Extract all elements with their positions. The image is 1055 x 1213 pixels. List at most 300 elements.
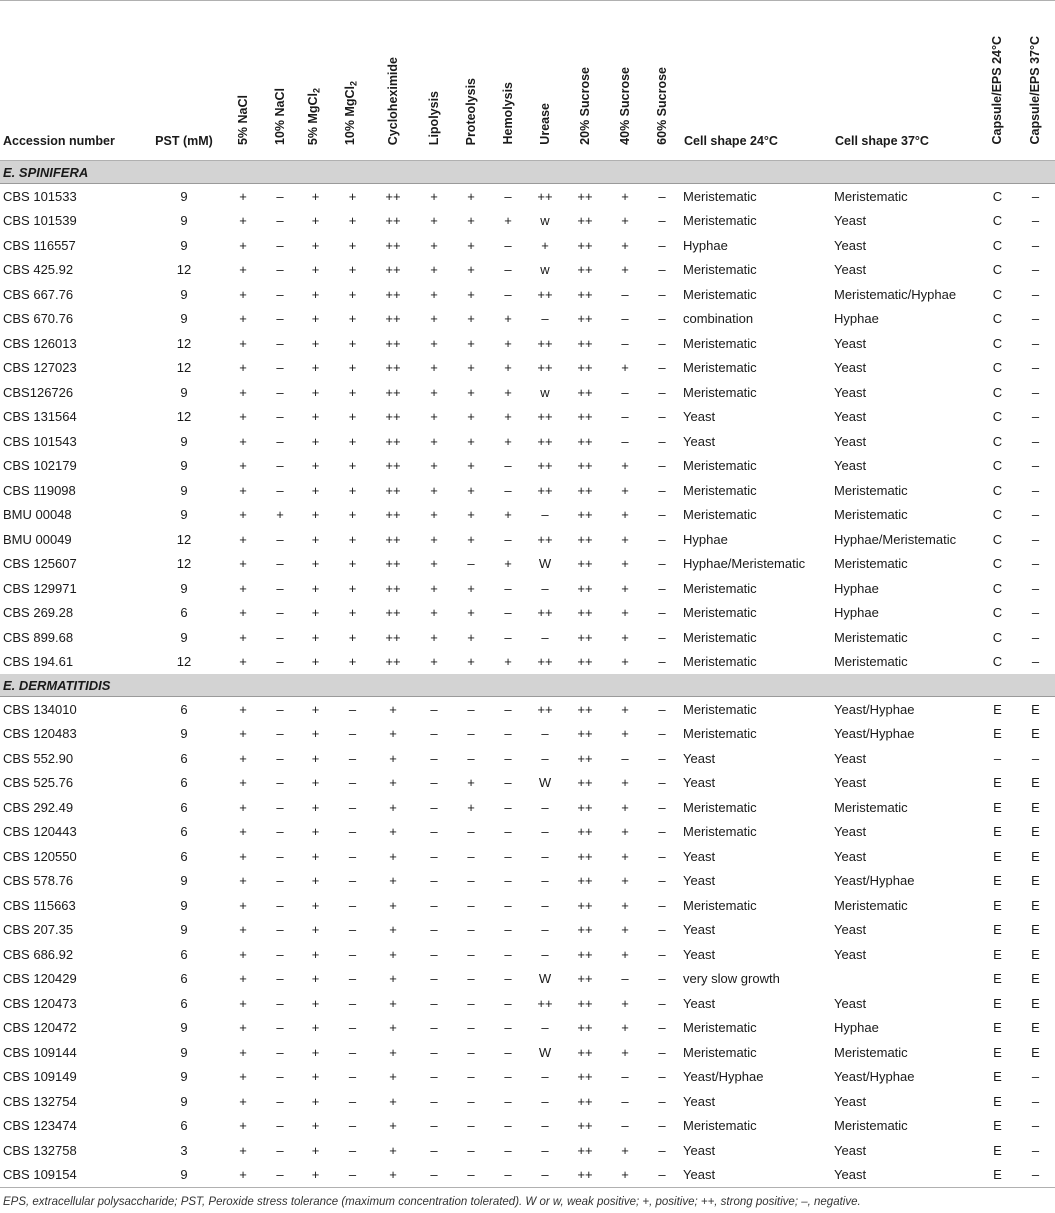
table-cell: + — [621, 458, 629, 474]
table-cell: + — [311, 701, 320, 717]
table-cell: – — [541, 922, 549, 938]
table-cell: ++ — [385, 629, 401, 645]
table-cell: Meristematic — [834, 654, 908, 670]
table-cell: + — [311, 605, 320, 621]
table-cell: Yeast — [834, 213, 867, 229]
table-cell: – — [276, 458, 284, 474]
table-cell: – — [276, 1044, 284, 1060]
table-cell: + — [239, 922, 247, 938]
table-cell: – — [348, 1020, 357, 1036]
table-cell: + — [467, 286, 475, 302]
table-cell: – — [430, 1142, 438, 1158]
table-cell: + — [311, 848, 320, 864]
table-row — [0, 1138, 1055, 1163]
table-cell: + — [621, 1044, 629, 1060]
table-cell: – — [276, 311, 284, 327]
table-cell: + — [430, 262, 438, 278]
table-cell: Meristematic — [683, 1044, 757, 1060]
table-cell: – — [658, 262, 666, 278]
table-cell: – — [1031, 629, 1040, 645]
table-cell: – — [430, 873, 438, 889]
table-cell: + — [467, 335, 475, 351]
table-cell: + — [621, 897, 629, 913]
table-cell: + — [311, 654, 320, 670]
table-cell: – — [658, 433, 666, 449]
accession-cell: CBS 109154 — [0, 1163, 145, 1188]
table-cell: + — [621, 531, 629, 547]
table-cell: – — [658, 775, 666, 791]
table-cell: E — [993, 799, 1002, 815]
table-cell: ++ — [385, 384, 401, 400]
table-cell: + — [311, 507, 320, 523]
table-cell: + — [239, 775, 247, 791]
table-cell: – — [348, 1044, 357, 1060]
table-cell: – — [276, 433, 284, 449]
table-cell: – — [1031, 1093, 1040, 1109]
table-cell: – — [621, 750, 629, 766]
table-cell: + — [348, 629, 357, 645]
accession-cell: CBS 670.76 — [3, 311, 74, 327]
table-cell: + — [467, 360, 475, 376]
accession-cell: CBS 109144 — [3, 1044, 77, 1060]
table-cell: – — [348, 922, 357, 938]
table-cell: – — [658, 311, 666, 327]
table-cell: 6 — [180, 605, 188, 621]
table-cell: Meristematic — [683, 1118, 757, 1134]
table-cell: + — [239, 848, 247, 864]
table-cell: ++ — [385, 335, 401, 351]
table-cell: + — [389, 971, 397, 987]
table-cell: ++ — [577, 1142, 593, 1158]
accession-cell: CBS 899.68 — [3, 629, 74, 645]
table-cell: ++ — [577, 507, 593, 523]
table-row — [0, 503, 1055, 528]
table-cell: ++ — [385, 605, 401, 621]
table-cell: E — [993, 1069, 1002, 1085]
table-cell: – — [276, 482, 284, 498]
table-cell: 9 — [180, 629, 188, 645]
table-cell: E — [1031, 922, 1040, 938]
table-cell: – — [276, 750, 284, 766]
table-cell: + — [239, 237, 247, 253]
accession-cell: CBS 101533 — [3, 188, 77, 204]
table-cell: + — [348, 654, 357, 670]
table-cell: – — [467, 897, 475, 913]
table-cell: ++ — [385, 286, 401, 302]
table-cell: – — [658, 799, 666, 815]
table-cell: + — [239, 629, 247, 645]
table-cell: E — [979, 1163, 1016, 1188]
table-cell: ++ — [577, 580, 593, 596]
accession-cell: CBS 686.92 — [3, 946, 74, 962]
table-cell: + — [430, 213, 438, 229]
accession-cell: CBS 101539 — [3, 213, 77, 229]
table-cell: ++ — [577, 873, 593, 889]
table-cell: + — [348, 507, 357, 523]
table-cell: ++ — [577, 750, 593, 766]
table-cell: E — [993, 897, 1002, 913]
table-cell: + — [467, 213, 475, 229]
table-cell: + — [621, 507, 629, 523]
table-cell: – — [467, 1020, 475, 1036]
table-cell: – — [658, 629, 666, 645]
table-cell: + — [276, 507, 284, 523]
table-cell: + — [430, 531, 438, 547]
table-cell: ++ — [563, 1163, 607, 1188]
table-cell: + — [239, 1093, 247, 1109]
table-cell: Meristematic — [683, 188, 757, 204]
header-proteolysis: Proteolysis — [463, 77, 478, 145]
table-cell: + — [311, 213, 320, 229]
table-cell: + — [311, 824, 320, 840]
table-cell: Yeast — [834, 458, 867, 474]
table-cell: + — [389, 824, 397, 840]
table-cell: + — [239, 213, 247, 229]
table-cell: – — [1031, 286, 1040, 302]
table-cell: 9 — [180, 580, 188, 596]
table-cell: – — [658, 1093, 666, 1109]
table-cell: ++ — [385, 654, 401, 670]
table-cell: – — [276, 824, 284, 840]
table-cell: ++ — [537, 654, 553, 670]
table-cell: C — [992, 629, 1003, 645]
table-cell: + — [430, 237, 438, 253]
table-cell: Yeast — [683, 750, 716, 766]
table-cell: C — [992, 654, 1003, 670]
table-cell: Yeast/Hyphae — [683, 1069, 764, 1085]
table-cell: + — [389, 848, 397, 864]
table-cell: – — [541, 946, 549, 962]
table-cell: – — [430, 1020, 438, 1036]
table-cell: 12 — [176, 335, 192, 351]
accession-cell: CBS 127023 — [3, 360, 77, 376]
table-cell: Yeast/Hyphae — [834, 1069, 915, 1085]
table-cell: E — [993, 1118, 1002, 1134]
table-cell: + — [504, 654, 512, 670]
table-cell: – — [504, 799, 512, 815]
table-cell: – — [1031, 1069, 1040, 1085]
table-cell: + — [239, 188, 247, 204]
table-cell: ++ — [537, 360, 553, 376]
table-cell: – — [348, 946, 357, 962]
table-cell: Yeast — [681, 1163, 832, 1188]
table-cell: – — [504, 580, 512, 596]
table-cell: + — [430, 409, 438, 425]
table-cell: + — [348, 384, 357, 400]
table-cell: 6 — [180, 946, 188, 962]
table-cell: + — [389, 1069, 397, 1085]
table-cell: Hyphae — [834, 311, 879, 327]
table-cell: – — [1031, 188, 1040, 204]
table-cell: + — [467, 384, 475, 400]
table-row — [0, 942, 1055, 967]
table-cell: – — [1016, 1163, 1055, 1188]
table-cell: ++ — [577, 995, 593, 1011]
table-cell: 3 — [180, 1142, 188, 1158]
table-cell: + — [389, 750, 397, 766]
table-cell: + — [504, 360, 512, 376]
table-cell: + — [389, 922, 397, 938]
table-cell: + — [467, 458, 475, 474]
table-cell: + — [311, 360, 320, 376]
table-cell: – — [504, 750, 512, 766]
table-cell: + — [389, 726, 397, 742]
table-footnote: EPS, extracellular polysaccharide; PST, Peroxide stress tolerance (maximum concentration tolerated). W or w, weak positive; +, positive; ++, strong positive; –, negative. — [3, 1196, 861, 1208]
table-cell: Meristematic — [683, 580, 757, 596]
table-cell: ++ — [577, 409, 593, 425]
table-cell: – — [658, 1118, 666, 1134]
header-capsule24: Capsule/EPS 24°C — [990, 36, 1004, 145]
table-cell: – — [1031, 580, 1040, 596]
header-urease: Urease — [537, 103, 552, 145]
header-sucrose20: 20% Sucrose — [577, 67, 592, 145]
table-cell: E — [993, 1093, 1002, 1109]
table-cell: + — [389, 799, 397, 815]
table-cell: 9 — [180, 433, 188, 449]
table-cell: + — [239, 946, 247, 962]
table-cell: Yeast — [834, 409, 867, 425]
table-cell: – — [658, 922, 666, 938]
table-cell: – — [467, 726, 475, 742]
table-cell: + — [467, 507, 475, 523]
table-cell: – — [430, 775, 438, 791]
table-cell: + — [239, 433, 247, 449]
table-cell: ++ — [537, 286, 553, 302]
table-cell: – — [658, 873, 666, 889]
table-cell: Yeast — [683, 922, 716, 938]
table-cell: – — [467, 824, 475, 840]
table-cell: + — [621, 824, 629, 840]
table-cell: Meristematic — [834, 507, 908, 523]
table-cell: C — [992, 213, 1003, 229]
table-cell: – — [658, 531, 666, 547]
table-cell: – — [658, 995, 666, 1011]
table-cell: – — [1031, 433, 1040, 449]
table-cell: – — [276, 897, 284, 913]
table-cell: + — [311, 897, 320, 913]
table-cell: + — [311, 1093, 320, 1109]
table-cell: Meristematic — [834, 482, 908, 498]
table-row — [0, 820, 1055, 845]
table-cell: Yeast/Hyphae — [834, 701, 915, 717]
table-cell: Yeast — [683, 433, 716, 449]
accession-cell: CBS 123474 — [3, 1118, 77, 1134]
table-row — [0, 233, 1055, 258]
table-cell: + — [504, 335, 512, 351]
table-cell: 9 — [180, 384, 188, 400]
table-cell: 9 — [180, 1020, 188, 1036]
table-cell: + — [348, 433, 357, 449]
table-cell: 6 — [180, 848, 188, 864]
table-cell: ++ — [537, 701, 553, 717]
table-cell: + — [239, 654, 247, 670]
table-cell: Yeast — [683, 1093, 716, 1109]
table-cell: + — [621, 775, 629, 791]
table-cell: + — [621, 654, 629, 670]
table-cell: C — [992, 531, 1003, 547]
accession-cell: CBS 425.92 — [3, 262, 74, 278]
table-cell: + — [311, 775, 320, 791]
table-cell: Meristematic — [834, 629, 908, 645]
table-cell: ++ — [577, 775, 593, 791]
table-cell: E — [1031, 971, 1040, 987]
table-cell: – — [430, 824, 438, 840]
table-cell: + — [239, 262, 247, 278]
table-cell: – — [276, 848, 284, 864]
table-cell: + — [239, 580, 247, 596]
table-cell: – — [643, 1163, 681, 1188]
table-cell: – — [276, 629, 284, 645]
table-cell: – — [658, 726, 666, 742]
table-cell: 9 — [180, 482, 188, 498]
table-cell: ++ — [577, 433, 593, 449]
table-cell: + — [348, 213, 357, 229]
table-cell: + — [389, 946, 397, 962]
table-cell: + — [311, 1069, 320, 1085]
table-cell: – — [504, 946, 512, 962]
accession-cell: CBS 109149 — [3, 1069, 77, 1085]
table-cell: – — [276, 335, 284, 351]
accession-cell: CBS 116557 — [3, 237, 76, 253]
table-cell: Meristematic — [683, 1020, 757, 1036]
table-cell: + — [311, 458, 320, 474]
table-cell: C — [992, 556, 1003, 572]
table-cell: – — [541, 1142, 549, 1158]
table-cell: – — [1031, 1142, 1040, 1158]
table-cell: – — [276, 873, 284, 889]
table-cell: Meristematic — [834, 188, 908, 204]
table-cell: + — [311, 188, 320, 204]
table-cell: + — [239, 824, 247, 840]
accession-cell: CBS 269.28 — [3, 605, 74, 621]
table-cell: – — [467, 1142, 475, 1158]
table-cell: Meristematic — [683, 262, 757, 278]
table-cell: + — [239, 286, 247, 302]
table-cell: + — [239, 873, 247, 889]
accession-cell: CBS 129971 — [3, 580, 77, 596]
table-cell: – — [1031, 409, 1040, 425]
accession-cell: CBS126726 — [3, 384, 74, 400]
table-cell: + — [311, 971, 320, 987]
table-cell: – — [263, 1163, 297, 1188]
table-cell: – — [430, 995, 438, 1011]
accession-cell: CBS 120550 — [3, 848, 77, 864]
table-cell: – — [504, 188, 512, 204]
table-cell: E — [993, 848, 1002, 864]
table-cell: – — [1031, 384, 1040, 400]
table-cell: + — [467, 580, 475, 596]
table-cell: – — [541, 799, 549, 815]
table-cell: – — [348, 971, 357, 987]
table-cell: ++ — [385, 458, 401, 474]
table-cell: E — [1031, 799, 1040, 815]
table-cell: + — [389, 897, 397, 913]
table-cell: + — [239, 335, 247, 351]
table-cell: – — [1031, 237, 1040, 253]
table-cell: + — [467, 482, 475, 498]
table-cell: – — [1031, 556, 1040, 572]
table-cell: – — [430, 1069, 438, 1085]
table-cell: Yeast — [834, 922, 867, 938]
table-cell: – — [504, 701, 512, 717]
table-cell: ++ — [537, 531, 553, 547]
table-cell: E — [993, 701, 1002, 717]
table-cell: 6 — [180, 995, 188, 1011]
table-cell: – — [348, 1118, 357, 1134]
table-row — [0, 869, 1055, 894]
table-cell: + — [541, 237, 549, 253]
table-cell: – — [348, 848, 357, 864]
table-cell: W — [538, 556, 552, 572]
table-cell: W — [538, 1044, 552, 1060]
table-cell: w — [540, 384, 550, 400]
table-cell: + — [467, 433, 475, 449]
table-cell: – — [276, 1069, 284, 1085]
table-row — [0, 356, 1055, 381]
table-cell: C — [992, 409, 1003, 425]
table-cell: + — [621, 946, 629, 962]
table-cell: Meristematic — [683, 897, 757, 913]
header-sucrose60: 60% Sucrose — [654, 67, 669, 145]
table-cell: + — [607, 1163, 643, 1188]
table-row — [0, 795, 1055, 820]
accession-cell: CBS 194.61 — [3, 654, 74, 670]
table-cell: ++ — [577, 946, 593, 962]
table-cell: – — [658, 1069, 666, 1085]
table-cell: – — [621, 1118, 629, 1134]
table-cell: – — [658, 580, 666, 596]
table-cell: Yeast — [834, 262, 867, 278]
table-cell: – — [541, 1069, 549, 1085]
table-cell: ++ — [537, 335, 553, 351]
table-cell: ++ — [577, 262, 593, 278]
table-cell: Yeast — [683, 873, 716, 889]
table-row — [0, 527, 1055, 552]
table-cell: 12 — [176, 262, 192, 278]
table-cell: + — [430, 286, 438, 302]
table-cell: E — [993, 824, 1002, 840]
table-cell: – — [504, 286, 512, 302]
table-cell: – — [541, 1118, 549, 1134]
table-cell: ++ — [577, 922, 593, 938]
table-cell: + — [311, 750, 320, 766]
table-cell: – — [621, 971, 629, 987]
table-row — [0, 307, 1055, 332]
table-cell: – — [504, 1118, 512, 1134]
table-cell: – — [541, 311, 549, 327]
table-cell: E — [993, 922, 1002, 938]
table-row — [0, 576, 1055, 601]
table-cell: + — [311, 1118, 320, 1134]
accession-cell: CBS 120472 — [3, 1020, 77, 1036]
table-cell: + — [467, 629, 475, 645]
table-cell: – — [276, 262, 284, 278]
table-body — [0, 161, 1055, 1188]
table-cell: + — [311, 995, 320, 1011]
table-cell: 9 — [180, 188, 188, 204]
table-cell: Yeast — [683, 409, 716, 425]
table-row — [0, 1163, 1055, 1188]
table-cell: – — [276, 799, 284, 815]
table-cell: + — [467, 799, 475, 815]
table-cell: – — [658, 824, 666, 840]
table-cell: + — [467, 531, 475, 547]
table-cell: Meristematic — [834, 556, 908, 572]
table-cell: E — [1031, 946, 1040, 962]
table-cell: Hyphae — [683, 531, 728, 547]
table-cell: + — [239, 507, 247, 523]
table-cell: – — [658, 848, 666, 864]
